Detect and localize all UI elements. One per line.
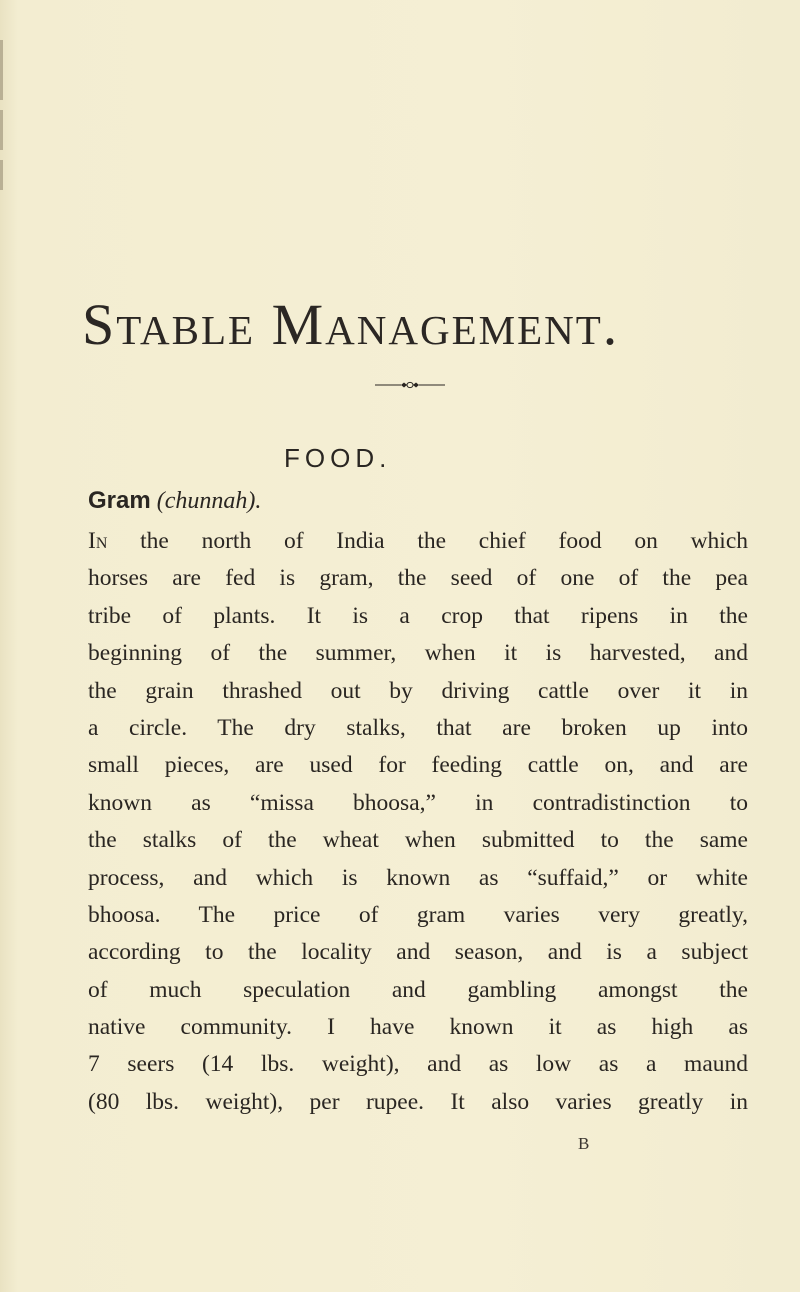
text-line: horses are fed is gram, the seed of one of the pea	[88, 565, 748, 592]
subheading-native-term: (chunnah).	[156, 488, 262, 514]
page-title: Stable Management.	[82, 292, 620, 357]
text-line: the stalks of the wheat when submitted to the same	[88, 827, 748, 854]
text-line: known as “missa bhoosa,” in contradistinction to	[88, 789, 748, 816]
text-line: tribe of plants. It is a crop that ripens in the	[88, 602, 748, 629]
ornament-divider	[375, 380, 445, 390]
text-line: of much speculation and gambling amongst the	[88, 976, 748, 1003]
gutter-mark	[0, 160, 3, 190]
text-line: process, and which is known as “suffaid,” or white	[88, 864, 748, 891]
opening-word: In	[88, 528, 108, 554]
subheading-term: Gram	[88, 487, 151, 514]
text-line: small pieces, are used for feeding cattle on, and are	[88, 752, 748, 779]
text-line: (80 lbs. weight), per rupee. It also varies greatly in	[88, 1088, 748, 1115]
text-line: In the north of India the chief food on which	[88, 528, 748, 554]
text-line: native community. I have known it as high as	[88, 1014, 748, 1041]
text-line: a circle. The dry stalks, that are broken up into	[88, 714, 748, 741]
signature-mark: B	[578, 1134, 590, 1153]
text-line: beginning of the summer, when it is harvested, and	[88, 640, 748, 667]
text-line: bhoosa. The price of gram varies very greatly,	[88, 901, 748, 928]
text-line: according to the locality and season, and is a subject	[88, 939, 748, 966]
section-heading: FOOD.	[284, 443, 392, 473]
gutter-mark	[0, 40, 3, 100]
body-paragraph	[88, 523, 748, 1121]
text-line: 7 seers (14 lbs. weight), and as low as a maund	[88, 1051, 748, 1078]
gutter-mark	[0, 110, 3, 150]
subheading	[88, 486, 261, 516]
text-line: the grain thrashed out by driving cattle over it in	[88, 677, 748, 704]
